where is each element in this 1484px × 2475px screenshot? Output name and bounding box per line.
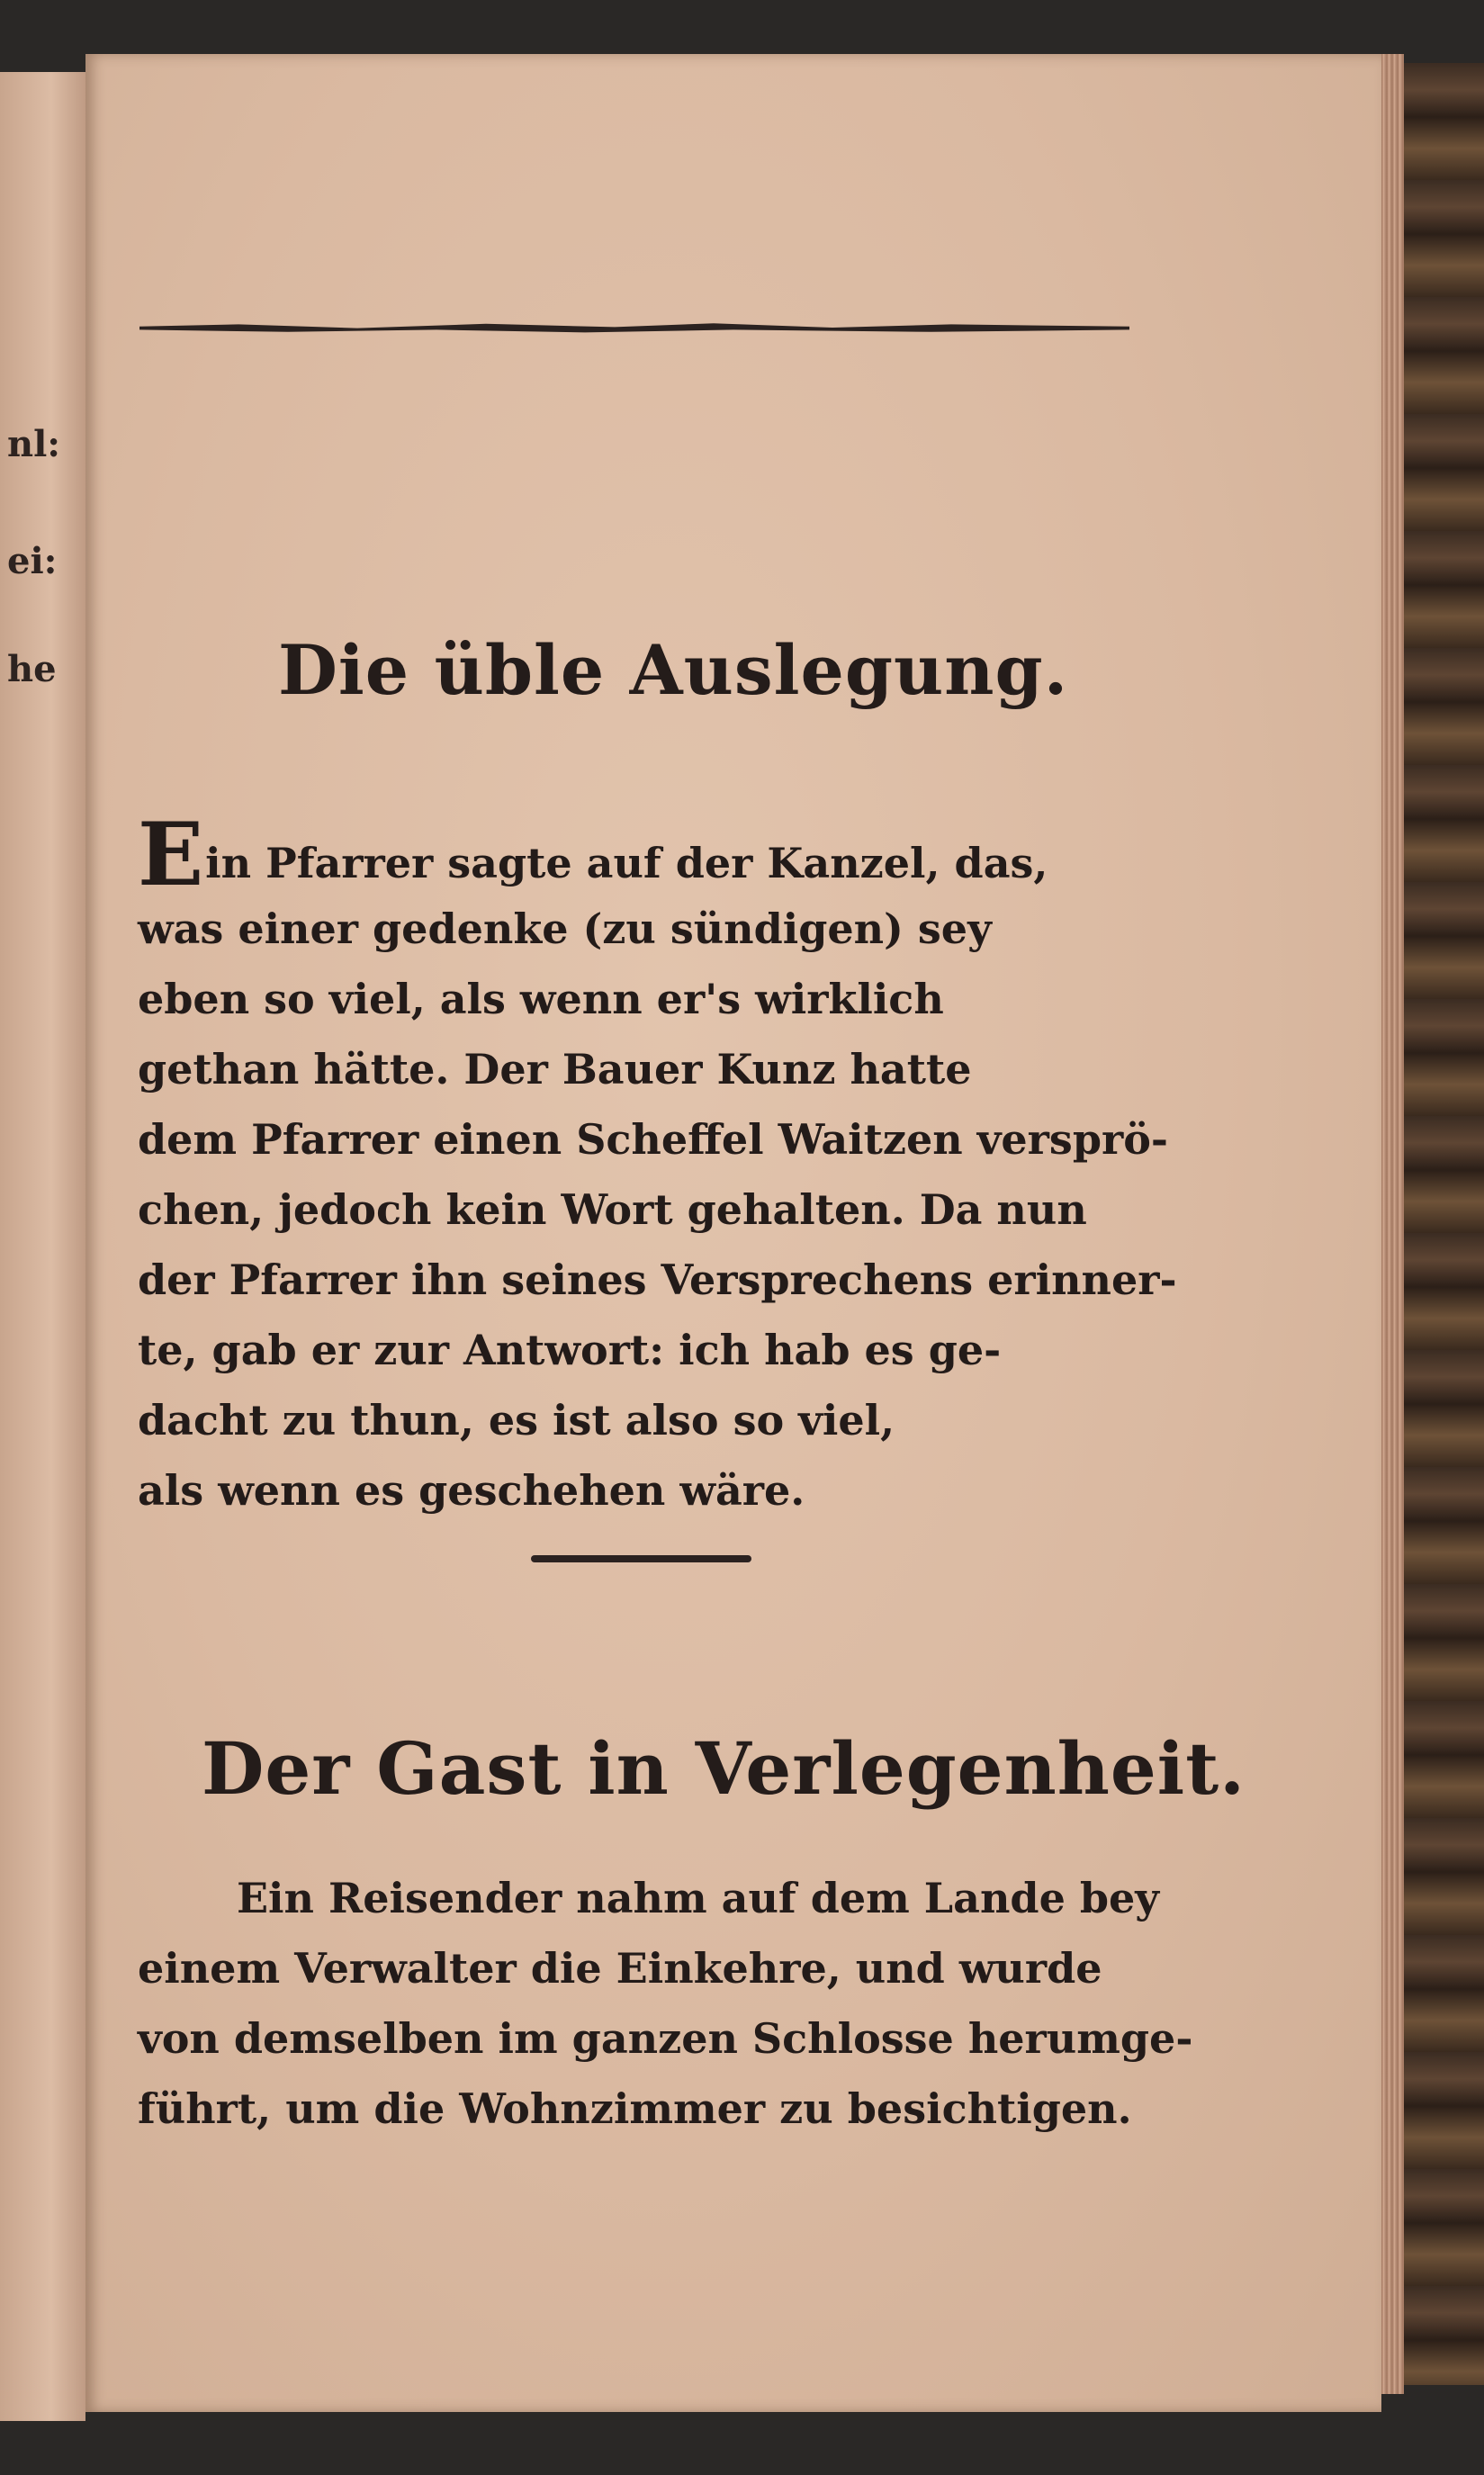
previous-page-fragment: he — [7, 648, 57, 690]
book-page — [85, 54, 1381, 2412]
previous-page-strip — [0, 72, 85, 2421]
story-title-2: Der Gast in Verlegenheit. — [202, 1726, 1246, 1811]
previous-page-fragment: ei: — [7, 540, 58, 582]
book-cover-edge — [1390, 63, 1484, 2385]
text-line: dem Pfarrer einen Scheffel Waitzen versprö- — [138, 1115, 1168, 1164]
text-line: gethan hätte. Der Bauer Kunz hatte — [138, 1045, 972, 1094]
text-line: als wenn es geschehen wäre. — [138, 1466, 805, 1515]
previous-page-fragment: nl: — [7, 423, 61, 465]
text-line: chen, jedoch kein Wort gehalten. Da nun — [138, 1185, 1087, 1234]
text-line: te, gab er zur Antwort: ich hab es ge- — [138, 1326, 1002, 1374]
drop-cap: E — [138, 804, 204, 905]
text-line: einem Verwalter die Einkehre, und wurde — [138, 1944, 1102, 1993]
story-text-2 — [138, 1863, 1254, 2144]
story-title-1: Die üble Auslegung. — [278, 630, 1069, 710]
text-line: dacht zu thun, es ist also so viel, — [138, 1396, 895, 1444]
text-line: der Pfarrer ihn seines Versprechens erinner- — [138, 1256, 1177, 1304]
text-line: führt, um die Wohnzimmer zu besichtigen. — [138, 2084, 1132, 2133]
ornamental-rule-top — [139, 322, 1129, 333]
story-text-1 — [138, 804, 1254, 1526]
text-line: Ein Reisender nahm auf dem Lande bey — [237, 1874, 1160, 1922]
text-line: eben so viel, als wenn er's wirklich — [138, 975, 944, 1023]
text-line: was einer gedenke (zu sündigen) sey — [138, 904, 992, 953]
section-divider — [531, 1555, 751, 1562]
text-line: von demselben im ganzen Schlosse herumge- — [138, 2014, 1193, 2063]
text-line: Ein Pfarrer sagte auf der Kanzel, das, — [138, 804, 1048, 905]
